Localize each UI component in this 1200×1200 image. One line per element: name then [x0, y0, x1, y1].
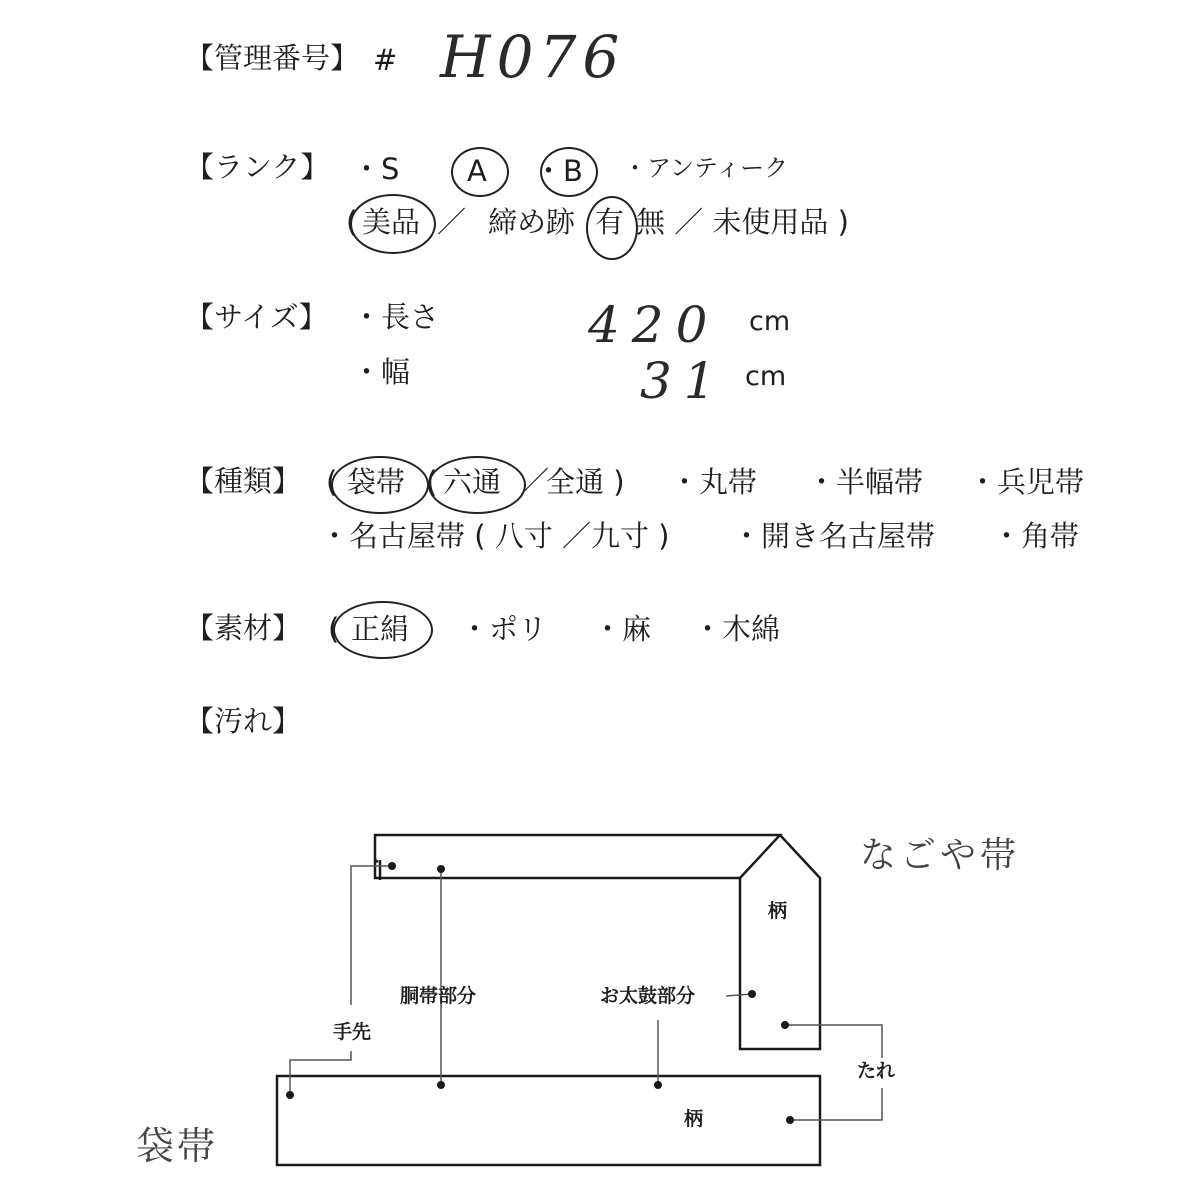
- tare-leader: [785, 1025, 882, 1058]
- material-momen: ・木綿: [693, 612, 781, 646]
- dot-nagoya-dobu: [437, 865, 445, 873]
- type-maru: ・丸帯: [670, 465, 758, 499]
- size-length-label: ・長さ: [352, 300, 440, 334]
- rank-option-s: ・S: [352, 152, 400, 186]
- type-hanhaba: ・半幅帯: [807, 465, 924, 499]
- size-length-value: 420: [588, 296, 720, 354]
- fukuro-body-outline: [277, 1076, 820, 1165]
- size-width-unit: cm: [745, 361, 787, 392]
- rank-option-antique: ・アンティーク: [623, 154, 789, 182]
- type-nagoya: ・名古屋帯 ( 八寸 ／九寸 ): [320, 519, 670, 553]
- rank-shimeato: 締め跡: [488, 205, 576, 239]
- dot-nagoya-tare: [781, 1021, 789, 1029]
- material-paren-open: (: [328, 612, 340, 646]
- tare-leader-low: [790, 1088, 882, 1120]
- type-rokutsu: 六通: [443, 465, 502, 499]
- tesaki-label: 手先: [333, 1021, 372, 1043]
- management-number-handwritten: H076: [440, 23, 626, 91]
- nagoya-obi-title: なごや帯: [860, 835, 1021, 876]
- nagoya-tare-outline: [740, 835, 820, 1049]
- rank-paren-open: (: [346, 205, 358, 239]
- rank-option-a: A: [467, 154, 487, 188]
- type-hiraki: ・開き名古屋帯: [732, 519, 936, 553]
- type-paren-open: (: [326, 465, 338, 499]
- size-width-value: 31: [640, 352, 728, 410]
- dot-fukuro-dobu: [437, 1081, 445, 1089]
- material-poly: ・ポリ: [460, 612, 548, 646]
- rank-label: 【ランク】: [185, 150, 330, 184]
- tesaki-leader: [351, 866, 392, 1005]
- type-zentsu: 全通 ): [546, 465, 625, 499]
- otaiko-label: お太鼓部分: [600, 985, 696, 1007]
- nagoya-body-outline: [375, 835, 780, 878]
- size-label: 【サイズ】: [185, 300, 328, 334]
- type-paren-open-2: (: [426, 465, 438, 499]
- management-label: 【管理番号】: [185, 41, 360, 75]
- size-width-label: ・幅: [352, 355, 411, 389]
- type-fukuro: 袋帯: [347, 465, 406, 499]
- tesaki-leader-low: [290, 1051, 351, 1095]
- rank-ari: 有: [595, 205, 625, 239]
- size-length-unit: cm: [749, 306, 791, 337]
- rank-option-b: ・B: [534, 154, 583, 188]
- type-heko: ・兵児帯: [968, 465, 1085, 499]
- gara-label-top: 柄: [768, 900, 788, 922]
- stain-label: 【汚れ】: [185, 704, 302, 738]
- dot-nagoya-tesaki: [388, 862, 396, 870]
- type-kaku: ・角帯: [992, 519, 1080, 553]
- rank-rest: 無 ／ 未使用品 ): [636, 205, 849, 239]
- material-shoken: 正絹: [351, 612, 410, 646]
- material-asa: ・麻: [593, 612, 652, 646]
- type-label: 【種類】: [185, 464, 302, 498]
- tare-label: たれ: [857, 1060, 896, 1082]
- dot-fukuro-tare: [786, 1116, 794, 1124]
- material-label: 【素材】: [185, 611, 302, 645]
- dobu-label: 胴帯部分: [400, 985, 477, 1007]
- rank-slash-1: ／: [437, 205, 467, 239]
- dot-nagoya-otaiko: [748, 990, 756, 998]
- hash-mark: #: [373, 43, 398, 77]
- dot-fukuro-otaiko: [654, 1081, 662, 1089]
- type-slash: ／: [520, 465, 550, 499]
- dot-fukuro-tesaki: [286, 1091, 294, 1099]
- rank-bihin: 美品: [362, 205, 421, 239]
- fukuro-obi-title: 袋帯: [136, 1124, 219, 1168]
- gara-label-bottom: 柄: [684, 1108, 704, 1130]
